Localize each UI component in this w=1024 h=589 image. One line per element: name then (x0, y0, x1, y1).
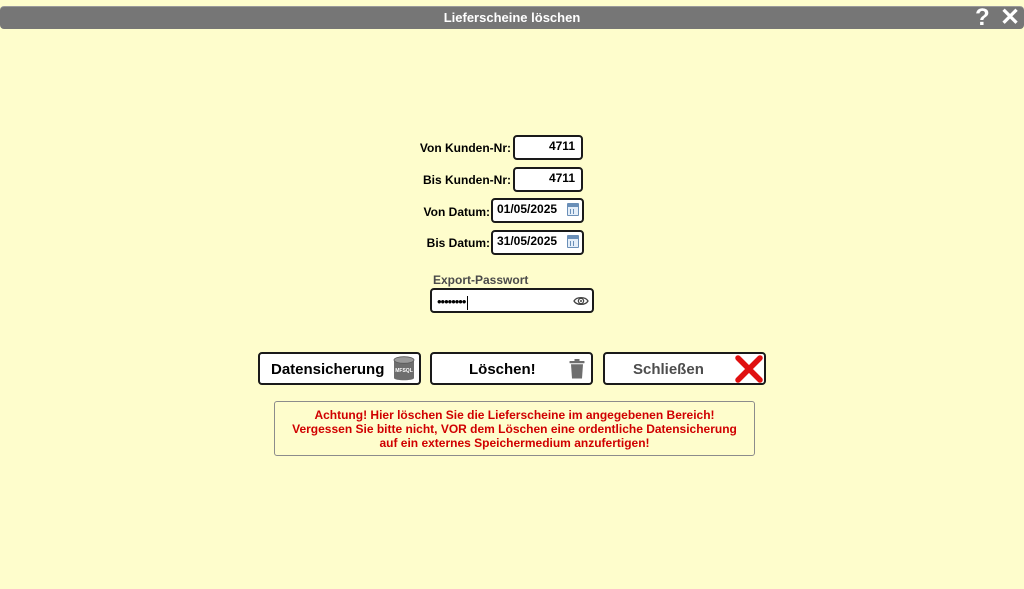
text-caret (467, 296, 468, 310)
warning-message: Achtung! Hier löschen Sie die Lieferscheine im angegebenen Bereich! Vergessen Sie bitte nicht, VOR dem Löschen eine ordentliche Datensicherung auf ein externes Speichermedium anzufertigen! (274, 401, 755, 456)
calendar-icon[interactable] (567, 203, 579, 216)
help-button[interactable]: ? (975, 4, 990, 31)
title-bar (0, 6, 1024, 29)
close-x-icon (735, 355, 763, 383)
bis-kunden-nr-field[interactable]: 4711 (513, 167, 583, 192)
von-datum-value: 01/05/2025 (497, 202, 558, 216)
password-masked-value: •••••••• (437, 292, 468, 311)
schliessen-button[interactable] (603, 352, 766, 385)
window-title: Lieferscheine löschen (443, 10, 581, 25)
von-kunden-nr-label: Von Kunden-Nr: (419, 141, 511, 155)
loeschen-button[interactable] (430, 352, 593, 385)
trash-icon (569, 359, 585, 379)
close-window-button[interactable]: ✕ (1000, 4, 1021, 31)
schliessen-label: Schließen (633, 361, 704, 378)
datensicherung-button[interactable] (258, 352, 421, 385)
bis-datum-value: 31/05/2025 (497, 234, 558, 248)
von-kunden-nr-field[interactable]: 4711 (513, 135, 583, 160)
calendar-icon[interactable] (567, 235, 579, 248)
bis-kunden-nr-label: Bis Kunden-Nr: (423, 173, 511, 187)
loeschen-label: Löschen! (469, 361, 536, 378)
bis-datum-field[interactable] (491, 230, 584, 255)
datensicherung-label: Datensicherung (271, 361, 385, 378)
svg-text:MFSQL: MFSQL (395, 368, 413, 374)
show-password-eye-icon[interactable] (573, 293, 589, 309)
von-datum-field[interactable] (491, 198, 584, 223)
bis-datum-label: Bis Datum: (426, 236, 490, 250)
export-password-label: Export-Passwort (433, 273, 529, 287)
export-password-field[interactable] (430, 288, 594, 313)
database-icon (393, 356, 415, 382)
von-datum-label: Von Datum: (423, 205, 490, 219)
